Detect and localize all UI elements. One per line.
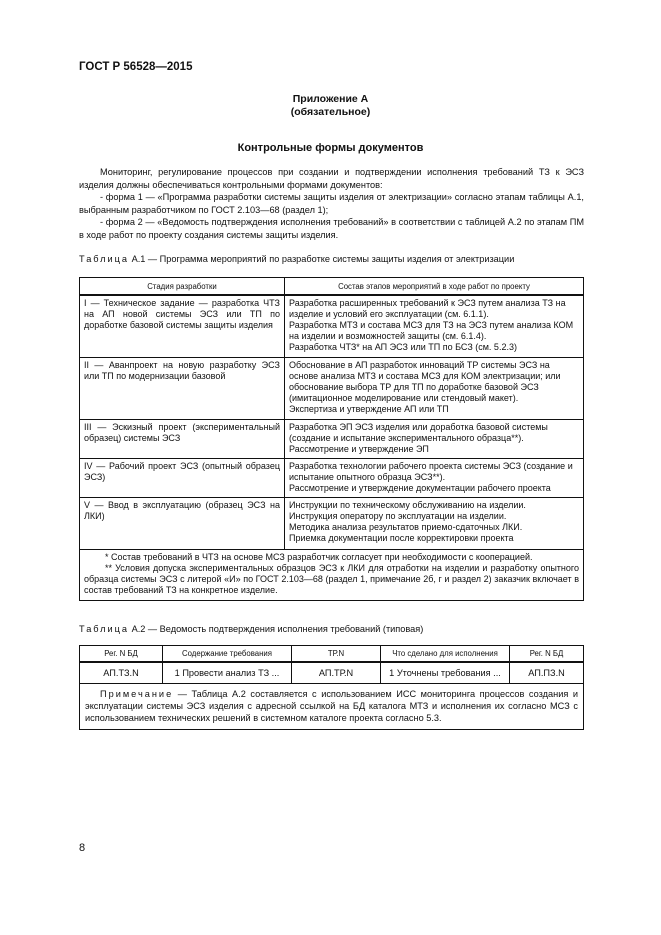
- cell-requirement: 1 Провести анализ ТЗ ...: [163, 662, 292, 684]
- appendix-status: (обязательное): [290, 106, 371, 118]
- step-text: Разработка расширенных требований к ЭСЗ путем анализа ТЗ на изделие и условий его эксплуатации (см. 6.1.1).: [289, 298, 566, 319]
- table2-caption-label: Таблица: [79, 624, 130, 634]
- intro-form-2: - форма 2 — «Ведомость подтверждения исполнения требований» в соответствии с таблицей А.2 по этапам ПМ в ходе работ по проекту создания системы защиты изделия.: [79, 217, 584, 240]
- table-row: [80, 295, 584, 358]
- table1-header-row: [80, 278, 584, 296]
- step-text: Разработка ЭП ЭСЗ изделия или доработка базовой системы (создание и испытание экспериментального образца**).: [289, 422, 548, 443]
- steps-cell: [285, 459, 584, 498]
- cell-done: 1 Уточнены требования ...: [381, 662, 510, 684]
- steps-cell: [285, 420, 584, 459]
- table-row: [80, 420, 584, 459]
- table2-caption: [79, 624, 423, 634]
- intro-form-1: - форма 1 — «Программа разработки системы защиты изделия от электризации» согласно этапам таблицы А.1, выбранным разработчиком по ГОСТ 2.103—68 (раздел 1);: [79, 192, 584, 215]
- step-text: Разработка технологии рабочего проекта системы ЭСЗ (создание и испытание опытного образца ЭСЗ**).: [289, 461, 573, 482]
- step-text: Обоснование в АП разработок инноваций ТР системы ЭСЗ на основе анализа МТЗ и состава МСЗ для КОМ электризации; или обоснование выбора ТР для ТП по доработке базовой ЭСЗ (имитационное моделирование или стендовый макет).: [289, 360, 561, 403]
- step-text: Рассмотрение и утверждение документации рабочего проекта: [289, 483, 551, 493]
- table-row: [80, 498, 584, 550]
- table-row: [80, 459, 584, 498]
- footnote-2: ** Условия допуска экспериментальных образцов ЭСЗ к ЛКИ для отработки на изделии и разработку опытного образца системы ЭСЗ с литерой «И» по ГОСТ 2.103—68 (раздел 1, примечание 2б, г и раздел 2) заказчик включает в состав требований ТЗ на конкретное изделие.: [84, 563, 579, 595]
- table1-caption-label: Таблица: [79, 254, 130, 264]
- step-text: Приемка документации после корректировки проекта: [289, 533, 514, 543]
- stage-cell: IV — Рабочий проект ЭСЗ (опытный образец ЭСЗ): [80, 459, 285, 498]
- steps-cell: [285, 498, 584, 550]
- stage-cell: II — Аванпроект на новую разработку ЭСЗ или ТП по модернизации базовой: [80, 358, 285, 420]
- steps-cell: [285, 295, 584, 358]
- step-text: Разработка ЧТЗ* на АП ЭСЗ или ТП по БСЗ (см. 5.2.3): [289, 342, 517, 352]
- table2-header-reg-n-2: Рег. N БД: [510, 646, 584, 663]
- document-title: Контрольные формы документов: [237, 142, 424, 154]
- program-table: [79, 277, 584, 601]
- note-cell: [80, 684, 584, 730]
- stage-cell: III — Эскизный проект (экспериментальный образец) системы ЭСЗ: [80, 420, 285, 459]
- standard-number: ГОСТ Р 56528—2015: [79, 61, 193, 73]
- appendix-title: Приложение А: [292, 93, 369, 105]
- cell-tr-n: АП.ТР.N: [292, 662, 381, 684]
- footnote-1: * Состав требований в ЧТЗ на основе МСЗ разработчик согласует при необходимости с кооперацией.: [105, 552, 533, 562]
- cell-reg-n-2: АП.ПЗ.N: [510, 662, 584, 684]
- table-row: [80, 662, 584, 684]
- table1-header-steps: Состав этапов мероприятий в ходе работ по проекту: [285, 278, 584, 296]
- footnote-row: [80, 550, 584, 601]
- page-number: 8: [79, 842, 86, 854]
- footnotes-cell: [80, 550, 584, 601]
- cell-reg-n: АП.ТЗ.N: [80, 662, 163, 684]
- intro-paragraph: Мониторинг, регулирование процессов при создании и подтверждении исполнения требований ТЗ к ЭСЗ изделия должны обеспечиваться контрольными формами документов:: [79, 167, 584, 190]
- table1-header-stage: Стадия разработки: [80, 278, 285, 296]
- step-text: Инструкции по техническому обслуживанию на изделии.: [289, 500, 526, 510]
- table2-header-row: [80, 646, 584, 663]
- table2-header-requirement: Содержание требования: [163, 646, 292, 663]
- steps-cell: [285, 358, 584, 420]
- step-text: Методика анализа результатов приемо-сдаточных ЛКИ.: [289, 522, 523, 532]
- step-text: Инструкция оператору по эксплуатации на изделии.: [289, 511, 507, 521]
- table1-caption-text: А.1 — Программа мероприятий по разработке системы защиты изделия от электризации: [129, 254, 515, 264]
- table1-caption: [79, 254, 514, 264]
- step-text: Экспертиза и утверждение АП или ТП: [289, 404, 449, 414]
- table2-header-tr-n: ТР.N: [292, 646, 381, 663]
- step-text: Разработка МТЗ и состава МСЗ для ТЗ на ЭСЗ путем анализа КОМ на изделии и возможностей защиты (см. 6.1.4).: [289, 320, 574, 341]
- intro-text: [79, 166, 584, 242]
- note-label: Примечание: [100, 689, 174, 699]
- note-row: [80, 684, 584, 730]
- note-text: — Таблица А.2 составляется с использованием ИСС мониторинга процессов создания и эксплуатации системы ЭСЗ изделия с адресной ссылкой на БД каталога МТЗ и исполнения их согласно МСЗ с использованием технических решений в системном каталоге проекта согласно 5.3.: [85, 689, 578, 723]
- table2-caption-text: А.2 — Ведомость подтверждения исполнения требований (типовая): [129, 624, 424, 634]
- table-row: [80, 358, 584, 420]
- stage-cell: I — Техническое задание — разработка ЧТЗ на АП новой системы ЭСЗ или ТП по доработке базовой системы защиты изделия: [80, 295, 285, 358]
- confirmation-table: [79, 645, 584, 730]
- stage-cell: V — Ввод в эксплуатацию (образец ЭСЗ на ЛКИ): [80, 498, 285, 550]
- table2-header-reg-n: Рег. N БД: [80, 646, 163, 663]
- step-text: Рассмотрение и утверждение ЭП: [289, 444, 429, 454]
- table2-header-done: Что сделано для исполнения: [381, 646, 510, 663]
